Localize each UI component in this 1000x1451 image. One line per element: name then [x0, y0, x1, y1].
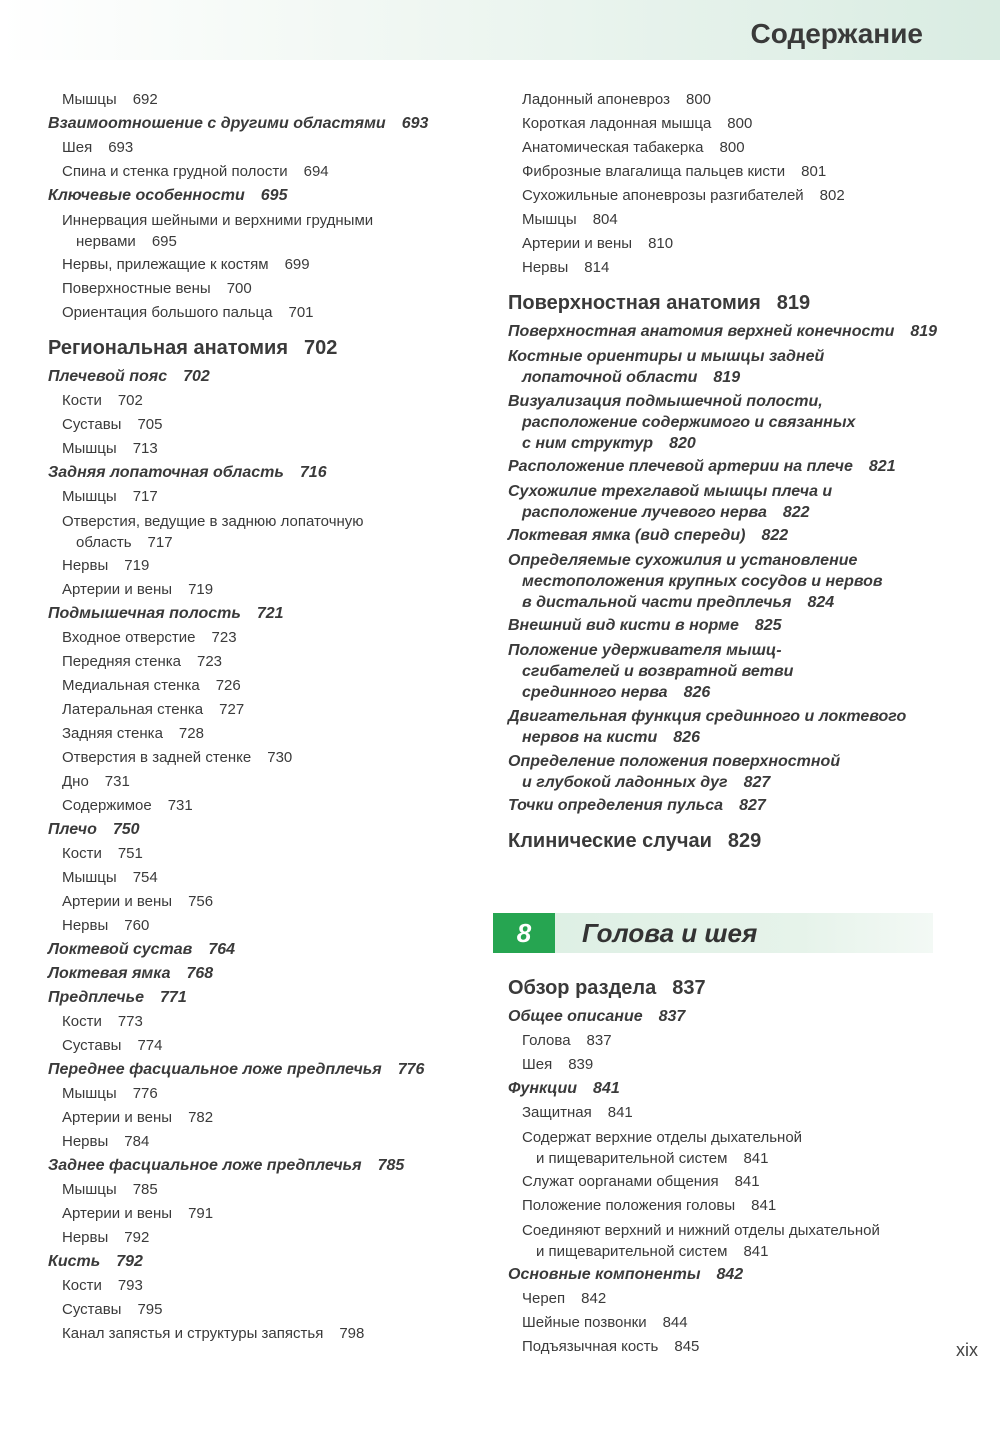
toc-entry-label: Артерии и вены: [62, 893, 173, 910]
toc-entry-label: Обзор раздела: [508, 977, 657, 999]
toc-entry-page: 695: [151, 233, 177, 250]
toc-entry-page: 728: [178, 725, 204, 742]
toc-entry-item: [48, 389, 468, 413]
toc-entry-item: [48, 698, 468, 722]
toc-entry-sub: [508, 794, 948, 818]
toc-entry-sub: [508, 479, 948, 524]
toc-entry-sub: [508, 389, 948, 455]
toc-entry-page: 825: [754, 617, 782, 634]
toc-entry-label: Мышцы: [62, 1181, 117, 1198]
toc-entry-label: Мышцы: [62, 488, 117, 505]
toc-entry-page: 717: [147, 534, 173, 551]
toc-entry-label: Положение положения головы: [522, 1197, 736, 1214]
toc-entry-label: Суставы: [62, 1037, 122, 1054]
toc-entry-label: Защитная: [522, 1104, 592, 1121]
toc-entry-label: Костные ориентиры и мышцы задней: [508, 348, 825, 365]
toc-entry-item: [48, 208, 468, 253]
toc-entry-item: [48, 1202, 468, 1226]
toc-entry-label: Кости: [62, 1013, 102, 1030]
toc-entry-page: 845: [674, 1338, 700, 1355]
toc-entry-label: Взаимоотношение с другими областями: [48, 115, 386, 132]
toc-entry-item: [48, 650, 468, 674]
toc-entry-page: 800: [727, 115, 753, 132]
toc-entry-page: 760: [124, 917, 150, 934]
toc-entry-item: [48, 485, 468, 509]
toc-entry-sub: [48, 1154, 468, 1178]
toc-entry-page: 800: [685, 91, 712, 108]
toc-entry-label: местоположения крупных сосудов и нервов: [522, 573, 883, 590]
toc-entry-item: [508, 256, 948, 280]
toc-entry-label: Кости: [62, 392, 102, 409]
toc-entry-label: Содержат верхние отделы дыхательной: [522, 1129, 803, 1146]
toc-entry-label: лопаточной области: [522, 369, 698, 386]
toc-entry-item: [48, 578, 468, 602]
toc-entry-label: Нервы, прилежащие к костям: [62, 256, 269, 273]
toc-entry-label: Нервы: [62, 557, 109, 574]
toc-entry-label: Кости: [62, 845, 102, 862]
toc-entry-item: [508, 160, 948, 184]
toc-entry-label: Задняя лопаточная область: [48, 464, 284, 481]
toc-entry-item: [508, 136, 948, 160]
toc-entry-page: 841: [743, 1243, 769, 1260]
toc-entry-item: [48, 1298, 468, 1322]
toc-entry-main: [508, 818, 948, 858]
toc-entry-page: 731: [167, 797, 193, 814]
toc-entry-label: срединного нерва: [522, 684, 668, 701]
toc-entry-label: Соединяют верхний и нижний отделы дыхательной: [522, 1222, 880, 1239]
toc-entry-label: Локтевая ямка: [48, 965, 171, 982]
toc-entry-label: Нервы: [522, 259, 569, 276]
toc-entry-sub: [508, 455, 948, 479]
toc-entry-label: с ним структур: [522, 435, 654, 452]
toc-entry-page: 723: [211, 629, 237, 646]
toc-entry-item: [48, 160, 468, 184]
toc-entry-page: 827: [739, 797, 766, 814]
toc-entry-label: и глубокой ладонных дуг: [522, 774, 728, 791]
toc-entry-label: нервами: [76, 233, 136, 250]
toc-entry-label: Поверхностные вены: [62, 280, 211, 297]
toc-entry-sub: [48, 938, 468, 962]
toc-entry-sub: [48, 602, 468, 626]
toc-entry-label: Шея: [62, 139, 93, 156]
toc-entry-page: 702: [304, 337, 338, 359]
toc-entry-label: Клинические случаи: [508, 830, 712, 852]
toc-entry-sub: [508, 638, 948, 704]
toc-entry-sub: [508, 1077, 948, 1101]
toc-entry-label: сгибателей и возвратной ветви: [522, 663, 794, 680]
toc-entry-item: [48, 722, 468, 746]
chapter-title: Голова и шея: [582, 918, 758, 948]
toc-entry-page: 699: [284, 256, 310, 273]
toc-entry-page: 694: [303, 163, 329, 180]
toc-entry-label: Региональная анатомия: [48, 337, 289, 359]
toc-entry-item: [48, 866, 468, 890]
toc-entry-page: 827: [743, 774, 771, 791]
toc-entry-page: 814: [584, 259, 610, 276]
toc-entry-page: 841: [607, 1104, 633, 1121]
toc-entry-label: Плечевой пояс: [48, 368, 168, 385]
toc-entry-page: 785: [377, 1157, 405, 1174]
toc-entry-label: расположение лучевого нерва: [522, 504, 767, 521]
toc-entry-item: [508, 1053, 948, 1077]
toc-entry-item: [48, 1322, 468, 1346]
toc-entry-item: [508, 1194, 948, 1218]
toc-entry-item: [508, 1101, 948, 1125]
toc-entry-label: Артерии и вены: [62, 1109, 173, 1126]
toc-entry-label: Визуализация подмышечной полости,: [508, 393, 823, 410]
page-number: xix: [956, 1340, 978, 1360]
toc-entry-label: Нервы: [62, 1133, 109, 1150]
toc-entry-page: 804: [592, 211, 618, 228]
toc-entry-label: Ладонный апоневроз: [522, 91, 670, 108]
toc-entry-label: Мышцы: [62, 1085, 117, 1102]
toc-entry-label: Входное отверстие: [62, 629, 196, 646]
toc-entry-label: Отверстия в задней стенке: [62, 749, 252, 766]
toc-entry-label: Анатомическая табакерка: [522, 139, 704, 156]
toc-entry-item: [508, 88, 948, 112]
toc-entry-page: 829: [727, 830, 762, 852]
toc-entry-label: Спина и стенка грудной полости: [62, 163, 288, 180]
toc-entry-page: 837: [672, 977, 706, 999]
toc-entry-label: Положение удерживателя мышц-: [508, 642, 782, 659]
toc-entry-item: [508, 1170, 948, 1194]
toc-entry-sub: [48, 818, 468, 842]
toc-entry-label: Артерии и вены: [62, 1205, 173, 1222]
toc-entry-page: 693: [401, 115, 429, 132]
toc-entry-page: 802: [819, 187, 845, 204]
toc-entry-page: 726: [215, 677, 241, 694]
toc-entry-label: Артерии и вены: [522, 235, 633, 252]
toc-entry-label: Общее описание: [508, 1008, 643, 1025]
toc-entry-sub: [508, 1263, 948, 1287]
toc-entry-page: 693: [108, 139, 134, 156]
toc-entry-label: Определяемые сухожилия и установление: [508, 552, 858, 569]
toc-entry-label: Задняя стенка: [62, 725, 163, 742]
toc-entry-page: 692: [132, 91, 158, 108]
toc-entry-page: 701: [288, 304, 314, 321]
toc-entry-label: Подмышечная полость: [48, 605, 241, 622]
toc-entry-label: Точки определения пульса: [508, 797, 724, 814]
toc-entry-label: Мышцы: [62, 869, 117, 886]
toc-entry-sub: [508, 1005, 948, 1029]
toc-entry-sub: [48, 1250, 468, 1274]
toc-entry-page: 841: [743, 1150, 769, 1167]
toc-entry-label: Короткая ладонная мышца: [522, 115, 712, 132]
toc-entry-page: 719: [124, 557, 150, 574]
toc-entry-item: [48, 554, 468, 578]
toc-entry-item: [508, 184, 948, 208]
toc-entry-page: 798: [339, 1325, 365, 1342]
toc-entry-label: нервов на кисти: [522, 729, 658, 746]
toc-entry-sub: [48, 184, 468, 208]
toc-entry-page: 826: [683, 684, 711, 701]
toc-entry-label: Фиброзные влагалища пальцев кисти: [522, 163, 786, 180]
toc-entry-sub: [508, 524, 948, 548]
toc-entry-page: 713: [132, 440, 158, 457]
toc-entry-item: [48, 413, 468, 437]
toc-entry-item: [508, 232, 948, 256]
toc-entry-label: Функции: [508, 1080, 578, 1097]
toc-entry-page: 723: [197, 653, 223, 670]
toc-entry-page: 822: [761, 527, 789, 544]
toc-entry-label: Подъязычная кость: [522, 1338, 659, 1355]
toc-entry-main: [508, 280, 948, 320]
toc-entry-item: [508, 1125, 948, 1170]
toc-entry-page: 776: [132, 1085, 158, 1102]
toc-entry-page: 700: [226, 280, 252, 297]
toc-entry-page: 810: [648, 235, 674, 252]
toc-entry-label: Иннервация шейными и верхними грудными: [62, 212, 374, 229]
toc-entry-page: 731: [104, 773, 130, 790]
toc-entry-sub: [508, 749, 948, 794]
toc-entry-page: 821: [868, 458, 896, 475]
toc-entry-page: 792: [116, 1253, 143, 1270]
toc-entry-page: 841: [593, 1080, 620, 1097]
toc-entry-label: Латеральная стенка: [62, 701, 204, 718]
toc-entry-page: 705: [137, 416, 163, 433]
toc-entry-label: Поверхностная анатомия: [508, 292, 761, 314]
toc-entry-page: 841: [751, 1197, 777, 1214]
toc-entry-page: 820: [669, 435, 696, 452]
toc-entry-page: 801: [801, 163, 827, 180]
toc-entry-main: [48, 325, 468, 365]
toc-entry-item: [48, 914, 468, 938]
toc-entry-page: 695: [260, 187, 288, 204]
toc-entry-page: 822: [782, 504, 810, 521]
toc-entry-item: [48, 770, 468, 794]
toc-entry-item: [48, 794, 468, 818]
toc-entry-label: Суставы: [62, 416, 122, 433]
toc-entry-page: 795: [137, 1301, 163, 1318]
toc-entry-item: [48, 674, 468, 698]
toc-entry-label: Сухожильные апоневрозы разгибателей: [522, 187, 804, 204]
toc-entry-label: Переднее фасциальное ложе предплечья: [48, 1061, 382, 1078]
toc-entry-page: 730: [267, 749, 293, 766]
toc-entry-page: 727: [219, 701, 245, 718]
toc-entry-page: 791: [188, 1205, 214, 1222]
toc-entry-page: 751: [117, 845, 143, 862]
toc-entry-label: Заднее фасциальное ложе предплечья: [48, 1157, 362, 1174]
toc-entry-page: 800: [719, 139, 745, 156]
toc-entry-item: [48, 1178, 468, 1202]
toc-entry-sub: [508, 704, 948, 749]
toc-entry-item: [48, 301, 468, 325]
toc-entry-label: Дно: [62, 773, 89, 790]
toc-entry-item: [508, 1335, 948, 1359]
toc-entry-page: 776: [397, 1061, 425, 1078]
toc-entry-page: 719: [188, 581, 214, 598]
toc-entry-item: [48, 1106, 468, 1130]
toc-entry-page: 842: [581, 1290, 607, 1307]
toc-entry-label: Голова: [522, 1032, 571, 1049]
toc-entry-label: Суставы: [62, 1301, 122, 1318]
toc-entry-page: 819: [713, 369, 741, 386]
toc-entry-sub: [48, 461, 468, 485]
toc-entry-label: Мышцы: [62, 440, 117, 457]
toc-entry-label: область: [76, 534, 132, 551]
toc-entry-label: Кисть: [48, 1253, 101, 1270]
toc-entry-page: 754: [132, 869, 158, 886]
toc-entry-label: Ключевые особенности: [48, 187, 245, 204]
toc-entry-page: 702: [183, 368, 210, 385]
toc-entry-label: Локтевой сустав: [48, 941, 193, 958]
toc-entry-label: в дистальной части предплечья: [522, 594, 792, 611]
toc-entry-sub: [48, 962, 468, 986]
toc-entry-label: Нервы: [62, 1229, 109, 1246]
chapter-number: 8: [493, 913, 555, 953]
toc-entry-item: [48, 1274, 468, 1298]
toc-entry-sub: [508, 344, 948, 389]
toc-entry-item: [48, 1034, 468, 1058]
toc-entry-sub: [48, 365, 468, 389]
toc-entry-page: 764: [208, 941, 236, 958]
toc-entry-label: Шейные позвонки: [522, 1314, 647, 1331]
toc-entry-label: Двигательная функция срединного и локтевого: [508, 708, 907, 725]
toc-entry-label: и пищеварительной систем: [536, 1150, 728, 1167]
toc-entry-page: 784: [124, 1133, 150, 1150]
toc-entry-label: Канал запястья и структуры запястья: [62, 1325, 324, 1342]
toc-entry-label: расположение содержимого и связанных: [522, 414, 856, 431]
toc-entry-label: и пищеварительной систем: [536, 1243, 728, 1260]
toc-entry-item: [508, 208, 948, 232]
toc-entry-page: 768: [186, 965, 214, 982]
toc-entry-item: [48, 1010, 468, 1034]
toc-entry-label: Содержимое: [62, 797, 152, 814]
toc-entry-page: 842: [716, 1266, 744, 1283]
toc-entry-sub: [48, 112, 468, 136]
toc-entry-page: 774: [137, 1037, 163, 1054]
toc-entry-label: Отверстия, ведущие в заднюю лопаточную: [62, 513, 364, 530]
toc-entry-page: 837: [586, 1032, 612, 1049]
toc-entry-page: 837: [658, 1008, 686, 1025]
toc-entry-label: Медиальная стенка: [62, 677, 200, 694]
toc-column-right: [508, 88, 948, 858]
toc-entry-page: 793: [117, 1277, 143, 1294]
toc-entry-label: Артерии и вены: [62, 581, 173, 598]
toc-entry-item: [48, 88, 468, 112]
toc-entry-page: 785: [132, 1181, 158, 1198]
toc-entry-main: [508, 965, 948, 1005]
toc-entry-item: [48, 1226, 468, 1250]
toc-entry-item: [48, 136, 468, 160]
toc-entry-page: 824: [807, 594, 835, 611]
toc-entry-label: Служат оорганами общения: [522, 1173, 719, 1190]
toc-entry-label: Мышцы: [62, 91, 117, 108]
toc-entry-label: Шея: [522, 1056, 553, 1073]
toc-entry-item: [508, 1218, 948, 1263]
toc-entry-label: Расположение плечевой артерии на плече: [508, 458, 853, 475]
toc-entry-item: [48, 890, 468, 914]
toc-entry-item: [48, 746, 468, 770]
page-header: [0, 0, 1000, 60]
toc-entry-label: Внешний вид кисти в норме: [508, 617, 739, 634]
toc-entry-item: [48, 253, 468, 277]
toc-entry-page: 756: [188, 893, 214, 910]
toc-entry-item: [48, 437, 468, 461]
toc-entry-label: Определение положения поверхностной: [508, 753, 841, 770]
toc-entry-page: 826: [673, 729, 700, 746]
toc-entry-label: Локтевая ямка (вид спереди): [508, 527, 746, 544]
toc-entry-page: 771: [160, 989, 187, 1006]
toc-entry-page: 844: [662, 1314, 688, 1331]
toc-entry-page: 782: [188, 1109, 214, 1126]
toc-entry-label: Основные компоненты: [508, 1266, 701, 1283]
toc-entry-item: [508, 112, 948, 136]
toc-entry-label: Череп: [522, 1290, 566, 1307]
toc-entry-sub: [48, 1058, 468, 1082]
toc-entry-page: 819: [776, 292, 811, 314]
toc-entry-label: Нервы: [62, 917, 109, 934]
page-title: Содержание: [750, 18, 923, 49]
toc-entry-page: 750: [112, 821, 140, 838]
toc-entry-sub: [508, 320, 948, 344]
toc-column-chapter-8: [508, 965, 948, 1359]
toc-entry-item: [48, 842, 468, 866]
toc-entry-sub: [508, 614, 948, 638]
toc-entry-page: 839: [568, 1056, 594, 1073]
toc-column-left: [48, 88, 468, 1346]
toc-entry-item: [508, 1029, 948, 1053]
toc-entry-label: Плечо: [48, 821, 97, 838]
toc-entry-item: [48, 1082, 468, 1106]
toc-entry-page: 819: [910, 323, 938, 340]
toc-entry-page: 773: [117, 1013, 143, 1030]
chapter-banner: [493, 913, 933, 953]
toc-entry-page: 702: [117, 392, 143, 409]
toc-entry-item: [48, 1130, 468, 1154]
toc-entry-label: Предплечье: [48, 989, 145, 1006]
toc-entry-page: 721: [256, 605, 284, 622]
toc-entry-label: Сухожилие трехглавой мышцы плеча и: [508, 483, 833, 500]
toc-entry-item: [48, 509, 468, 554]
toc-entry-page: 716: [299, 464, 327, 481]
toc-entry-page: 792: [124, 1229, 150, 1246]
toc-entry-sub: [508, 548, 948, 614]
toc-entry-label: Передняя стенка: [62, 653, 181, 670]
toc-entry-item: [48, 626, 468, 650]
toc-entry-sub: [48, 986, 468, 1010]
toc-entry-label: Кости: [62, 1277, 102, 1294]
toc-entry-item: [48, 277, 468, 301]
toc-entry-item: [508, 1287, 948, 1311]
toc-entry-page: 841: [734, 1173, 760, 1190]
toc-entry-label: Поверхностная анатомия верхней конечности: [508, 323, 895, 340]
toc-entry-label: Ориентация большого пальца: [62, 304, 273, 321]
toc-entry-label: Мышцы: [522, 211, 577, 228]
toc-entry-item: [508, 1311, 948, 1335]
toc-entry-page: 717: [132, 488, 158, 505]
